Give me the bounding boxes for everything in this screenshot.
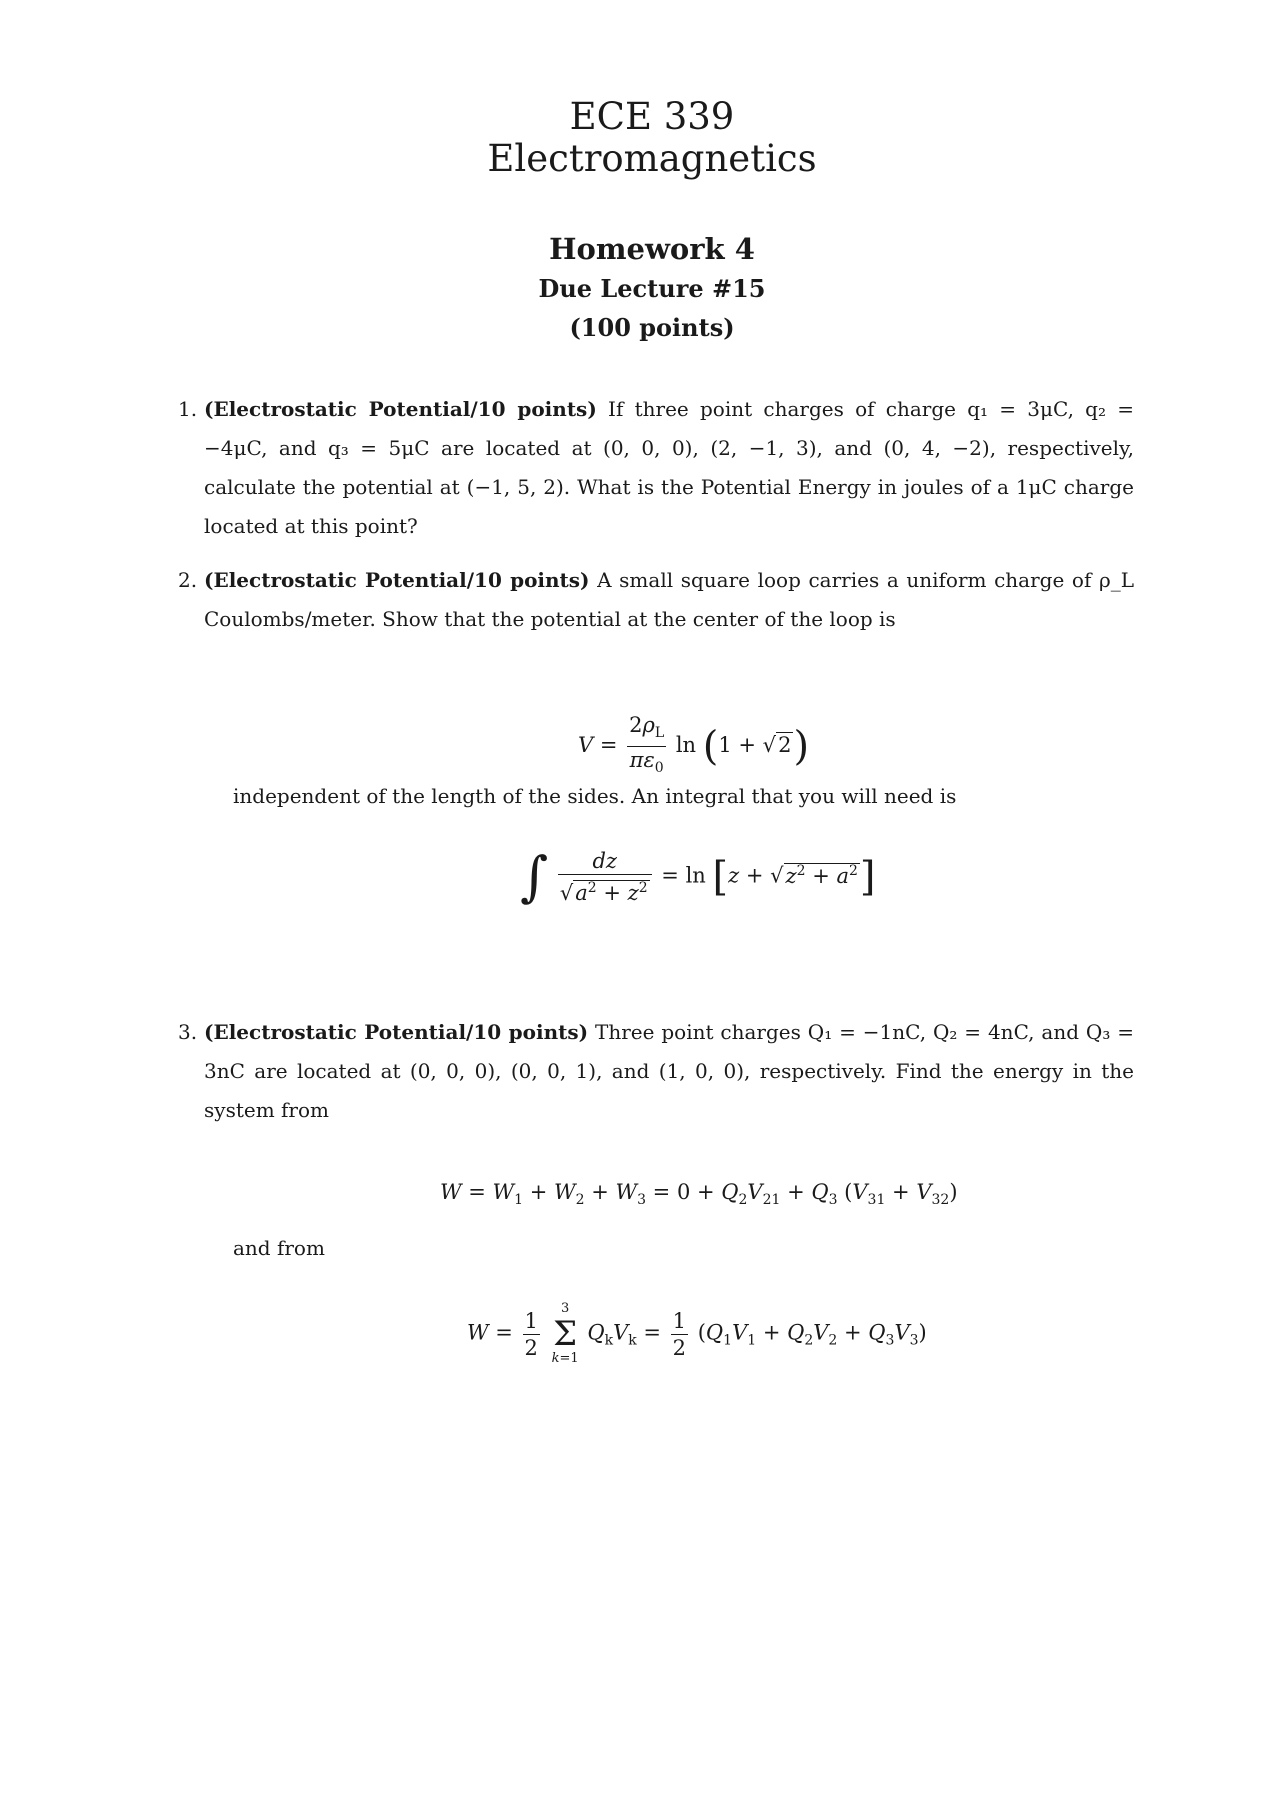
- problem-number: 1.: [178, 397, 198, 421]
- homework-title: Homework 4: [549, 232, 755, 266]
- equation-potential: V = $\frac{2\rho_L}{\pi\varepsilon_0}$ ln (1 + √2): [578, 713, 810, 777]
- course-subject: Electromagnetics: [487, 137, 817, 180]
- course-code: ECE 339: [569, 95, 735, 138]
- due-date: Due Lecture #15: [538, 274, 766, 303]
- problem-number: 2.: [178, 568, 198, 592]
- problem-3-text: and from: [233, 1236, 325, 1260]
- problem-2-text: independent of the length of the sides. An integral that you will need is: [233, 784, 957, 808]
- problem-3: [178, 1013, 1134, 1130]
- problem-heading: (Electrostatic Potential/10 points): [204, 1020, 589, 1044]
- problem-number: 3.: [178, 1020, 198, 1044]
- title-block: [0, 96, 1280, 342]
- equation-integral: ∫ $\frac{dz}{√a^2 + z^2}$ = $\ln [z + √z^2 + a^2]$: [520, 845, 876, 908]
- problem-body: Three point charges Q₁ = −1nC, Q₂ = 4nC, and Q₃ = 3nC are located at (0, 0, 0), (0, 0, 1), and (1, 0, 0), respectively. Find the energy in the system from: [204, 1020, 1134, 1122]
- problem-body: A small square loop carries a uniform charge of ρ_L Coulombs/meter. Show that the potential at the center of the loop is: [204, 568, 1134, 631]
- problem-1: [178, 390, 1134, 546]
- equation-energy-1: $W = W_1 + W_2 + W_3 = 0 + Q_2V_{21} + Q_3$ $(V_{31} + V_{32})$: [440, 1180, 958, 1209]
- total-points: (100 points): [569, 313, 735, 342]
- problem-heading: (Electrostatic Potential/10 points): [204, 568, 590, 592]
- problem-heading: (Electrostatic Potential/10 points): [204, 397, 597, 421]
- equation-energy-2: W = $\frac{1}{2}$ 3 Σ k=1 $Q_kV_k$ = $\frac{1}{2}$ $(Q_1V_1 + Q_2V_2 + Q_3V_3)$: [467, 1301, 927, 1366]
- problem-body: If three point charges of charge q₁ = 3μC, q₂ = −4μC, and q₃ = 5μC are located at (0, 0, 0), (2, −1, 3), and (0, 4, −2), respectively, calculate the potential at (−1, 5, 2). What is the Potential Energy in joules of a 1μC charge located at this point?: [204, 397, 1134, 538]
- problem-2: [178, 561, 1134, 639]
